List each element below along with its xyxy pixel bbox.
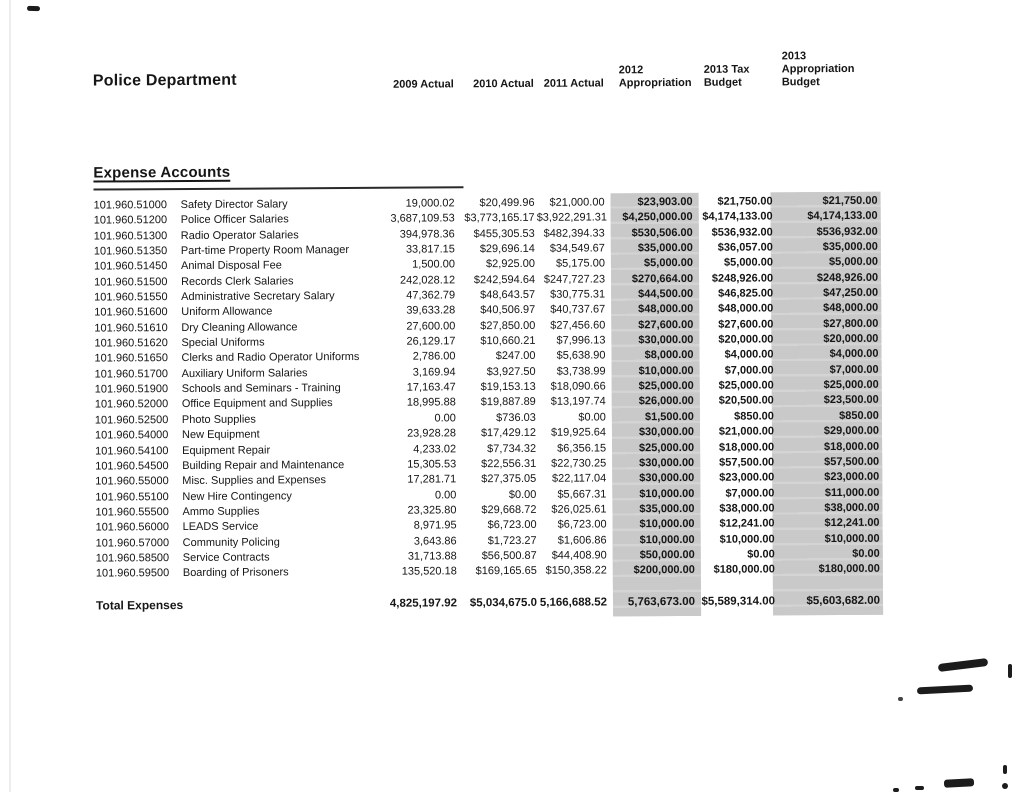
account-code: 101.960.55000 <box>95 475 169 488</box>
value-2012-appropriation: $25,000.00 <box>638 380 694 393</box>
value-2012-appropriation: $30,000.00 <box>638 333 694 347</box>
value-2013-appropriation-budget: $48,000.00 <box>823 302 879 315</box>
account-name: Office Equipment and Supplies <box>181 397 333 411</box>
value-2010-actual: $40,506.97 <box>480 304 536 317</box>
value-2011-actual: $150,358.22 <box>545 564 607 578</box>
table-column-headers <box>88 50 881 96</box>
value-2009-actual: 8,971.95 <box>413 519 457 532</box>
value-2013-tax-budget: $27,600.00 <box>718 318 774 331</box>
value-2012-appropriation: $35,000.00 <box>637 241 693 255</box>
value-2012-appropriation: $8,000.00 <box>644 349 694 362</box>
value-2012-appropriation: $35,000.00 <box>639 502 695 516</box>
value-2013-appropriation-budget: $536,932.00 <box>816 225 878 238</box>
value-2013-tax-budget: $21,000.00 <box>718 425 775 438</box>
value-2013-tax-budget: $850.00 <box>734 410 774 423</box>
value-2010-actual: $29,696.14 <box>479 242 535 256</box>
account-name: Safety Director Salary <box>180 198 288 212</box>
value-2013-tax-budget: $12,241.00 <box>719 517 775 530</box>
value-2009-actual: 27,600.00 <box>406 320 456 333</box>
account-code: 101.960.54100 <box>95 444 169 458</box>
value-2012-appropriation: $10,000.00 <box>638 364 694 378</box>
value-2013-appropriation-budget: $0.00 <box>852 547 880 560</box>
value-2009-actual: 3,643.86 <box>413 534 457 548</box>
value-2011-actual: $22,117.04 <box>551 472 607 485</box>
value-2012-appropriation: $30,000.00 <box>639 456 695 470</box>
scan-smudge-artifact <box>944 778 974 788</box>
value-2010-actual: $169,165.65 <box>475 565 537 578</box>
value-2012-appropriation: $1,500.00 <box>644 410 694 423</box>
value-2011-actual: $0.00 <box>578 411 606 424</box>
value-2013-tax-budget: $4,174,133.00 <box>702 210 773 224</box>
value-2010-actual: $7,734.32 <box>487 442 537 455</box>
value-2012-appropriation: $200,000.00 <box>633 564 695 577</box>
value-2011-actual: $5,175.00 <box>555 257 605 271</box>
value-2010-actual: $17,429.12 <box>480 427 537 440</box>
value-2009-actual: 47,362.79 <box>406 289 456 302</box>
value-2011-actual: $40,737.67 <box>550 303 606 317</box>
value-2013-tax-budget: $36,057.00 <box>717 241 773 254</box>
account-code: 101.960.51450 <box>93 260 168 273</box>
account-name: Uniform Allowance <box>181 305 273 319</box>
scan-smudge-artifact <box>1003 765 1007 774</box>
value-2013-tax-budget: $57,500.00 <box>719 456 775 469</box>
value-2009-actual: 39,633.28 <box>406 304 456 318</box>
account-code: 101.960.52500 <box>94 413 169 427</box>
account-code: 101.960.59500 <box>95 567 170 580</box>
account-code: 101.960.51620 <box>94 337 168 350</box>
value-2010-actual: $0.00 <box>508 488 537 501</box>
scan-smudge-artifact <box>915 786 924 790</box>
value-2012-appropriation: $10,000.00 <box>639 533 695 546</box>
value-2010-actual: $10,660.21 <box>480 334 536 348</box>
value-2009-actual: 1,500.00 <box>412 258 455 271</box>
account-name: Administrative Secretary Salary <box>181 290 335 304</box>
value-2009-actual: 0.00 <box>434 412 456 425</box>
value-2009-actual: 23,928.28 <box>407 427 457 440</box>
value-2009-actual: 17,281.71 <box>407 473 457 486</box>
account-code: 101.960.51500 <box>94 275 168 289</box>
account-name: Ammo Supplies <box>182 505 260 518</box>
value-2012-appropriation: $30,000.00 <box>639 472 695 485</box>
account-code: 101.960.51550 <box>94 291 168 304</box>
value-2011-actual: $34,549.67 <box>549 242 605 255</box>
value-2011-actual: $27,456.60 <box>550 319 606 332</box>
column-header-2011-actual: 2011 Actual <box>543 77 604 90</box>
account-name: Auxiliary Uniform Salaries <box>181 367 308 380</box>
column-header-2013-tax-budget: 2013 Tax Budget <box>703 63 750 89</box>
account-name: New Equipment <box>181 428 260 442</box>
value-2013-tax-budget: $180,000.00 <box>713 563 775 577</box>
value-2011-actual: $7,996.13 <box>556 334 606 347</box>
value-2011-actual: $21,000.00 <box>549 196 605 209</box>
value-2013-tax-budget: $10,000.00 <box>719 532 775 546</box>
scan-smudge-artifact <box>1002 783 1008 789</box>
value-2009-actual: 15,305.53 <box>407 458 457 471</box>
value-2010-actual: $3,927.50 <box>486 365 536 378</box>
value-2011-actual: $5,667.31 <box>557 487 607 501</box>
account-name: Community Policing <box>182 535 280 549</box>
account-name: Photo Supplies <box>181 413 256 426</box>
value-2009-actual: 394,978.36 <box>399 228 455 241</box>
account-name: Building Repair and Maintenance <box>182 458 345 472</box>
value-2013-appropriation-budget: $12,241.00 <box>824 516 880 530</box>
value-2010-actual: $247.00 <box>495 350 536 363</box>
total-2012-appropriation: 5,763,673.00 <box>627 595 696 609</box>
value-2013-appropriation-budget: $25,000.00 <box>823 378 879 392</box>
value-2012-appropriation: $23,903.00 <box>637 195 693 209</box>
account-name: Service Contracts <box>182 551 270 564</box>
value-2013-appropriation-budget: $5,000.00 <box>828 256 878 269</box>
value-2011-actual: $30,775.31 <box>550 288 606 301</box>
value-2013-appropriation-budget: $20,000.00 <box>823 332 879 346</box>
header-spacer-account <box>88 93 176 96</box>
column-header-2013-appropriation-budget: 2013 Appropriation Budget <box>781 50 855 89</box>
value-2010-actual: $242,594.64 <box>473 273 536 286</box>
value-2013-tax-budget: $536,932.00 <box>711 226 773 239</box>
account-code: 101.960.58500 <box>95 552 170 565</box>
value-2013-appropriation-budget: $29,000.00 <box>823 424 880 438</box>
value-2012-appropriation: $10,000.00 <box>639 487 695 500</box>
account-code: 101.960.51300 <box>93 229 168 243</box>
value-2009-actual: 31,713.88 <box>407 550 457 563</box>
value-2011-actual: $3,922,291.31 <box>536 211 608 225</box>
value-2012-appropriation: $5,000.00 <box>643 257 693 270</box>
account-name: Misc. Supplies and Expenses <box>182 474 326 488</box>
value-2013-tax-budget: $18,000.00 <box>718 440 775 454</box>
value-2012-appropriation: $4,250,000.00 <box>622 211 693 224</box>
account-code: 101.960.57000 <box>95 536 170 550</box>
value-2010-actual: $19,153.13 <box>480 380 536 394</box>
total-2011-actual: 5,166,688.52 <box>539 596 608 609</box>
value-2010-actual: $1,723.27 <box>487 534 537 547</box>
value-2013-appropriation-budget: $47,250.00 <box>823 286 879 300</box>
column-header-2012-appropriation: 2012 Appropriation <box>618 64 692 90</box>
section-title: Expense Accounts <box>93 163 231 182</box>
value-2010-actual: $2,925.00 <box>485 258 535 271</box>
value-2009-actual: 26,129.17 <box>406 335 456 348</box>
value-2013-tax-budget: $21,750.00 <box>717 195 773 208</box>
value-2013-appropriation-budget: $23,500.00 <box>823 394 879 407</box>
value-2013-appropriation-budget: $27,800.00 <box>823 317 879 330</box>
value-2011-actual: $1,606.86 <box>557 533 607 547</box>
value-2013-tax-budget: $38,000.00 <box>719 502 775 515</box>
account-name: Schools and Seminars - Training <box>181 382 341 396</box>
value-2013-tax-budget: $23,000.00 <box>719 471 775 484</box>
value-2011-actual: $247,727.23 <box>543 273 606 286</box>
page-title: Police Department <box>92 71 237 90</box>
value-2010-actual: $48,643.57 <box>480 288 536 302</box>
value-2012-appropriation: $48,000.00 <box>638 303 694 316</box>
value-2013-appropriation-budget: $23,000.00 <box>824 470 880 484</box>
total-2013-appropriation-budget: $5,603,682.00 <box>806 594 881 608</box>
account-code: 101.960.51350 <box>93 245 168 258</box>
account-name: Equipment Repair <box>182 443 271 457</box>
value-2012-appropriation: $50,000.00 <box>639 548 695 562</box>
table-body <box>89 194 884 582</box>
value-2011-actual: $26,025.61 <box>551 503 607 516</box>
account-name: Boarding of Prisoners <box>182 566 289 580</box>
value-2013-appropriation-budget: $11,000.00 <box>824 486 880 499</box>
total-expenses-row <box>91 592 884 615</box>
value-2012-appropriation: $44,500.00 <box>638 287 694 301</box>
value-2013-tax-budget: $7,000.00 <box>724 364 774 377</box>
account-name: LEADS Service <box>182 520 259 534</box>
account-code: 101.960.51900 <box>94 383 169 396</box>
total-2010-actual: $5,034,675.0 <box>469 596 538 610</box>
value-2010-actual: $29,668.72 <box>481 503 537 517</box>
value-2013-appropriation-budget: $180,000.00 <box>818 563 880 576</box>
value-2013-tax-budget: $25,000.00 <box>718 379 774 392</box>
value-2009-actual: 3,687,109.53 <box>390 212 455 226</box>
value-2009-actual: 135,520.18 <box>401 565 457 578</box>
value-2013-tax-budget: $5,000.00 <box>723 256 773 270</box>
account-name: Dry Cleaning Allowance <box>181 321 298 334</box>
value-2009-actual: 19,000.02 <box>405 197 455 210</box>
total-2009-actual: 4,825,197.92 <box>389 597 458 610</box>
value-2010-actual: $3,773,165.17 <box>464 212 535 225</box>
account-name: Special Uniforms <box>181 336 265 350</box>
value-2012-appropriation: $30,000.00 <box>638 426 695 439</box>
account-name: Clerks and Radio Operator Uniforms <box>181 351 360 365</box>
account-code: 101.960.55500 <box>95 505 169 519</box>
account-name: Part-time Property Room Manager <box>180 244 350 258</box>
value-2013-appropriation-budget: $57,500.00 <box>824 455 880 468</box>
section-title-rule <box>93 162 463 190</box>
value-2013-appropriation-budget: $18,000.00 <box>823 440 880 453</box>
account-code: 101.960.51200 <box>93 214 168 227</box>
account-name: New Hire Contingency <box>182 489 292 503</box>
value-2011-actual: $44,408.90 <box>551 549 607 562</box>
value-2009-actual: 0.00 <box>434 488 457 502</box>
value-2009-actual: 33,817.15 <box>405 243 455 256</box>
value-2011-actual: $18,090.66 <box>550 380 606 393</box>
value-2013-appropriation-budget: $7,000.00 <box>829 363 879 376</box>
account-code: 101.960.51600 <box>94 306 168 319</box>
value-2012-appropriation: $26,000.00 <box>638 395 694 408</box>
value-2013-tax-budget: $248,926.00 <box>711 272 774 285</box>
value-2012-appropriation: $270,664.00 <box>631 272 694 285</box>
value-2013-appropriation-budget: $10,000.00 <box>824 532 880 545</box>
account-code: 101.960.51000 <box>93 199 168 212</box>
value-2013-appropriation-budget: $248,926.00 <box>816 271 879 284</box>
value-2013-appropriation-budget: $21,750.00 <box>822 194 878 208</box>
scan-smudge-artifact <box>893 788 899 792</box>
value-2013-tax-budget: $48,000.00 <box>718 302 774 316</box>
value-2010-actual: $736.03 <box>496 411 536 424</box>
value-2009-actual: 18,995.88 <box>406 396 456 410</box>
value-2010-actual: $6,723.00 <box>487 519 537 532</box>
account-code: 101.960.52000 <box>94 398 169 412</box>
account-code: 101.960.55100 <box>95 490 169 504</box>
value-2012-appropriation: $27,600.00 <box>638 318 694 331</box>
value-2013-appropriation-budget: $850.00 <box>839 409 879 422</box>
account-code: 101.960.56000 <box>95 521 170 534</box>
scan-smudge-artifact <box>1008 664 1012 678</box>
value-2011-actual: $6,356.15 <box>557 441 607 455</box>
account-name: Animal Disposal Fee <box>180 259 282 273</box>
value-2009-actual: 242,028.12 <box>399 274 456 287</box>
value-2013-appropriation-budget: $35,000.00 <box>822 240 878 254</box>
value-2011-actual: $19,925.64 <box>550 426 607 439</box>
value-2010-actual: $56,500.87 <box>481 549 537 563</box>
value-2011-actual: $3,738.99 <box>556 365 606 378</box>
value-2011-actual: $482,394.33 <box>543 227 605 240</box>
value-2010-actual: $27,850.00 <box>480 319 536 332</box>
account-name: Radio Operator Salaries <box>180 228 299 242</box>
total-2013-tax-budget: $5,589,314.00 <box>701 595 776 608</box>
account-code: 101.960.51700 <box>94 367 169 381</box>
value-2013-tax-budget: $0.00 <box>747 548 775 561</box>
value-2013-appropriation-budget: $4,000.00 <box>829 348 879 361</box>
value-2010-actual: $22,556.31 <box>481 457 537 471</box>
account-code: 101.960.51610 <box>94 321 168 335</box>
account-code: 101.960.54500 <box>95 459 169 473</box>
column-header-2009-actual: 2009 Actual <box>393 78 454 91</box>
value-2011-actual: $13,197.74 <box>550 395 606 409</box>
value-2010-actual: $20,499.96 <box>479 196 535 210</box>
value-2012-appropriation: $10,000.00 <box>639 518 695 531</box>
value-2013-tax-budget: $7,000.00 <box>725 486 775 500</box>
account-name: Records Clerk Salaries <box>181 275 294 288</box>
value-2013-tax-budget: $4,000.00 <box>724 348 774 362</box>
value-2012-appropriation: $530,506.00 <box>631 226 693 239</box>
value-2010-actual: $27,375.05 <box>481 473 537 486</box>
value-2009-actual: 3,169.94 <box>412 366 456 379</box>
value-2013-tax-budget: $20,500.00 <box>718 394 774 408</box>
header-spacer-name <box>176 92 366 95</box>
value-2013-tax-budget: $46,825.00 <box>718 287 774 300</box>
value-2009-actual: 2,786.00 <box>412 350 456 364</box>
column-header-2010-actual: 2010 Actual <box>473 77 534 91</box>
value-2009-actual: 4,233.02 <box>413 442 457 456</box>
account-name: Police Officer Salaries <box>180 213 289 227</box>
value-2013-appropriation-budget: $4,174,133.00 <box>807 210 878 223</box>
value-2013-tax-budget: $20,000.00 <box>718 333 774 346</box>
value-2012-appropriation: $25,000.00 <box>638 441 695 454</box>
value-2009-actual: 23,325.80 <box>407 504 457 517</box>
total-expenses-label: Total Expenses <box>95 598 184 613</box>
value-2009-actual: 17,163.47 <box>406 381 456 394</box>
value-2011-actual: $6,723.00 <box>557 518 607 531</box>
account-code: 101.960.54000 <box>94 429 169 442</box>
scan-smudge-artifact <box>27 6 40 11</box>
value-2010-actual: $455,305.53 <box>473 227 535 240</box>
value-2013-appropriation-budget: $38,000.00 <box>824 501 880 514</box>
value-2011-actual: $5,638.90 <box>556 349 606 363</box>
value-2011-actual: $22,730.25 <box>551 457 607 470</box>
account-code: 101.960.51650 <box>94 352 168 365</box>
value-2010-actual: $19,887.89 <box>480 396 536 409</box>
scan-smudge-artifact <box>898 697 903 701</box>
